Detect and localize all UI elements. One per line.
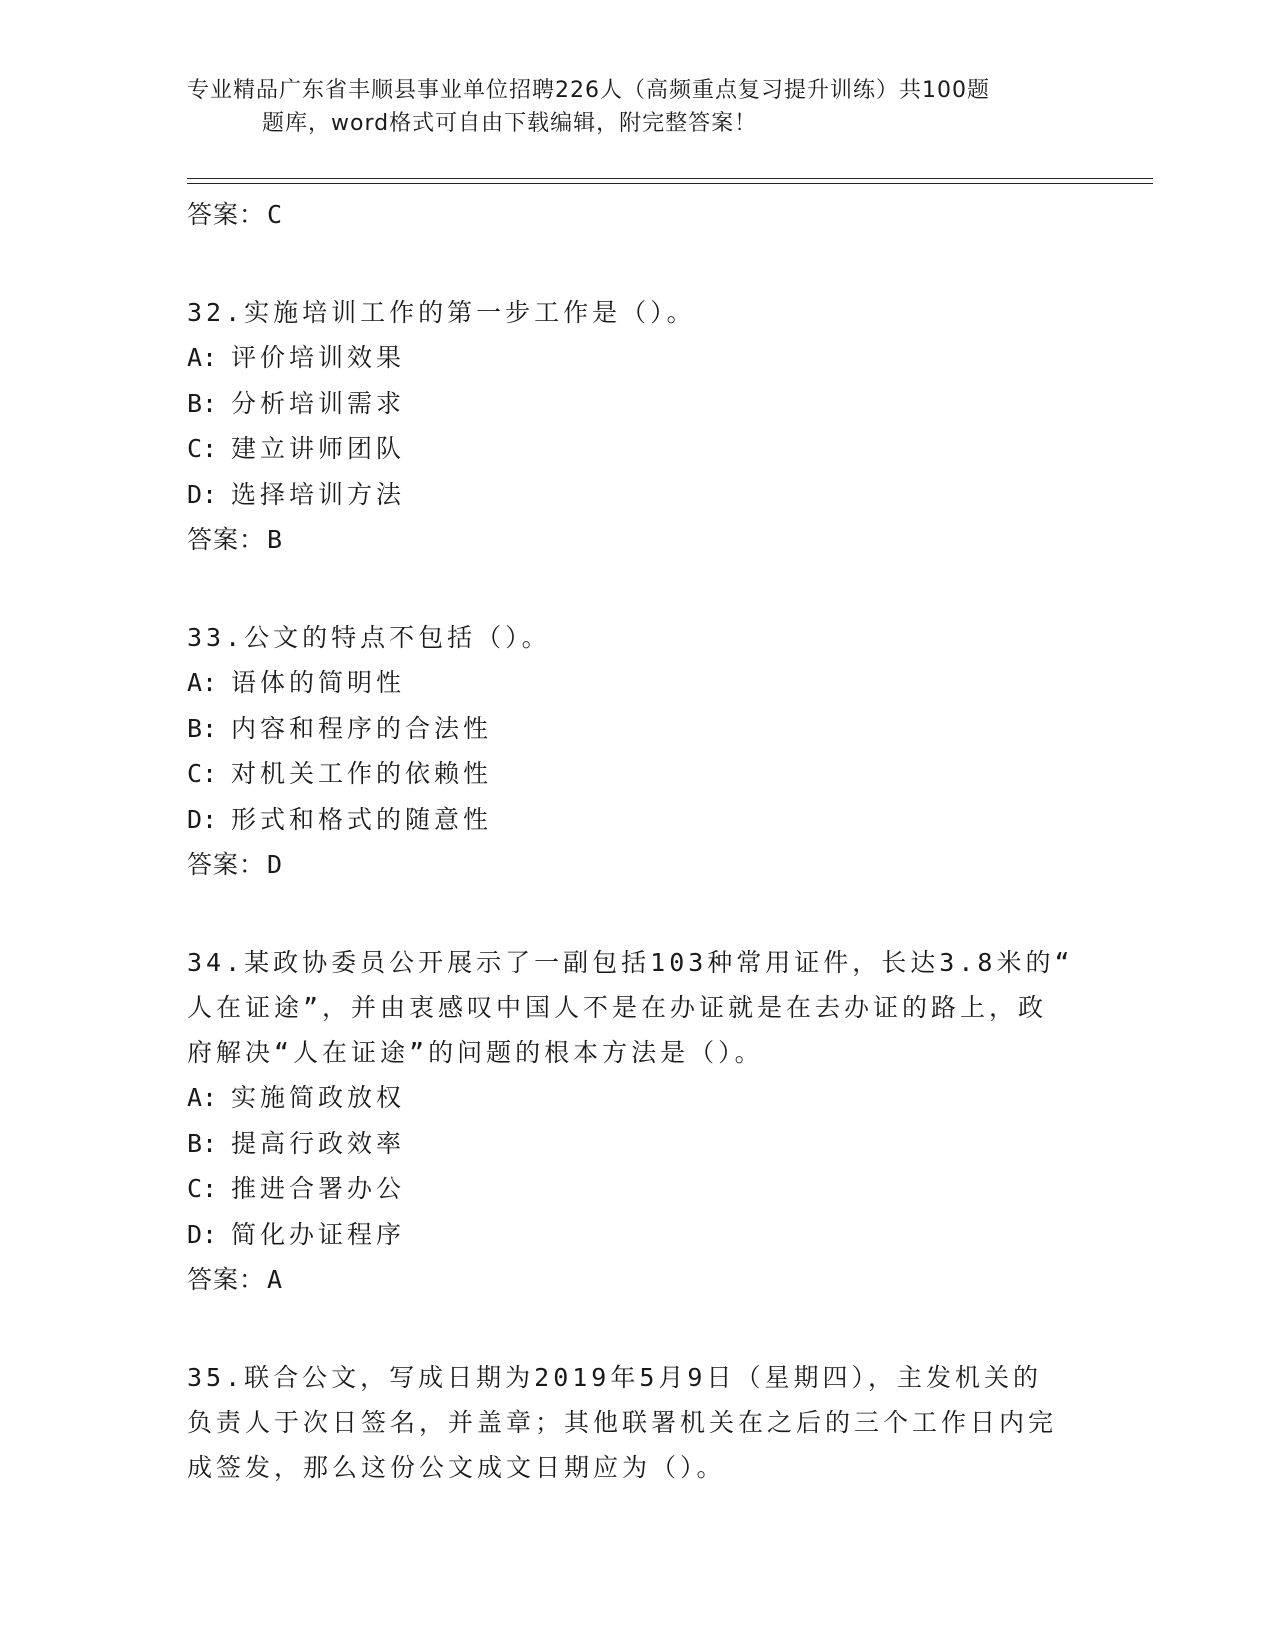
- document-header: [187, 74, 1067, 140]
- option-text: 形式和格式的随意性: [231, 804, 493, 834]
- option-letter: B:: [187, 713, 218, 743]
- option-letter: A:: [187, 343, 218, 372]
- option-letter: D:: [187, 804, 218, 834]
- option-text: 简化办证程序: [231, 1219, 406, 1249]
- answer-value: A: [267, 1265, 284, 1294]
- option-d: [187, 472, 1087, 518]
- option-text: 选择培训方法: [231, 479, 406, 509]
- answer-label: 答案：: [187, 525, 266, 554]
- answer-label: 答案：: [187, 200, 266, 229]
- question-text-line: 32.实施培训工作的第一步工作是（）。: [187, 298, 696, 327]
- answer-line: [187, 1257, 1087, 1303]
- option-letter: A:: [187, 1083, 218, 1112]
- option-a: [187, 335, 1087, 381]
- question-text-line: 负责人于次日签名，并盖章；其他联署机关在之后的三个工作日内完: [187, 1408, 1058, 1437]
- header-title-line-2: 题库，word格式可自由下载编辑，附完整答案！: [262, 111, 758, 136]
- option-text: 语体的简明性: [231, 668, 406, 697]
- option-text: 建立讲师团队: [231, 434, 406, 463]
- option-b: [187, 706, 1087, 752]
- answer-line: [187, 517, 1087, 563]
- question-list: [187, 192, 1087, 1490]
- option-c: [187, 1166, 1087, 1212]
- option-text: 内容和程序的合法性: [231, 713, 493, 743]
- option-letter: C:: [187, 434, 218, 463]
- option-text: 实施简政放权: [231, 1083, 406, 1112]
- answer-line: [187, 842, 1087, 888]
- option-letter: B:: [187, 388, 218, 418]
- header-rule-top: [187, 178, 1153, 179]
- question-text: [187, 615, 1067, 660]
- spacer: [187, 1303, 1087, 1355]
- option-letter: C:: [187, 1174, 218, 1203]
- option-text: 分析培训需求: [231, 388, 406, 418]
- question-text-line: 人在证途”，并由衷感叹中国人不是在办证就是在去办证的路上，政: [187, 993, 1048, 1022]
- question-block: [187, 1355, 1087, 1490]
- option-d: [187, 1212, 1087, 1258]
- question-text-line: 成签发，那么这份公文成文日期应为（）。: [187, 1453, 726, 1482]
- answer-label: 答案：: [187, 1265, 266, 1294]
- option-letter: D:: [187, 1219, 218, 1249]
- option-text: 评价培训效果: [231, 343, 406, 372]
- option-letter: A:: [187, 668, 218, 697]
- option-b: [187, 381, 1087, 427]
- question-text: [187, 940, 1074, 1075]
- question-block: [187, 940, 1087, 1303]
- answer-value: B: [267, 525, 284, 554]
- option-a: [187, 660, 1087, 706]
- option-text: 推进合署办公: [231, 1174, 406, 1203]
- question-block: [187, 290, 1087, 563]
- option-text: 对机关工作的依赖性: [231, 759, 493, 788]
- option-letter: B:: [187, 1128, 218, 1158]
- question-text: [187, 1355, 1067, 1490]
- option-c: [187, 751, 1087, 797]
- question-text-line: 33.公文的特点不包括（）。: [187, 623, 551, 652]
- question-text-line: 34.某政协委员公开展示了一副包括103种常用证件，长达3.8米的“: [187, 948, 1074, 977]
- answer-value: D: [267, 850, 284, 879]
- spacer: [187, 238, 1087, 290]
- spacer: [187, 563, 1087, 615]
- spacer: [187, 888, 1087, 940]
- question-text-line: 35.联合公文，写成日期为2019年5月9日（星期四），主发机关的: [187, 1363, 1042, 1392]
- option-b: [187, 1121, 1087, 1167]
- answer-value: C: [267, 200, 284, 229]
- option-letter: D:: [187, 479, 218, 509]
- question-text: [187, 290, 1067, 335]
- question-block: [187, 615, 1087, 888]
- option-letter: C:: [187, 759, 218, 788]
- option-c: [187, 426, 1087, 472]
- header-title-line-1: 专业精品广东省丰顺县事业单位招聘226人（高频重点复习提升训练）共100题: [187, 78, 990, 103]
- option-a: [187, 1075, 1087, 1121]
- answer-line: [187, 192, 1087, 238]
- question-text-line: 府解决“人在证途”的问题的根本方法是（）。: [187, 1038, 764, 1067]
- header-rule-bottom: [187, 183, 1153, 184]
- option-d: [187, 797, 1087, 843]
- option-text: 提高行政效率: [231, 1128, 406, 1158]
- answer-label: 答案：: [187, 850, 266, 879]
